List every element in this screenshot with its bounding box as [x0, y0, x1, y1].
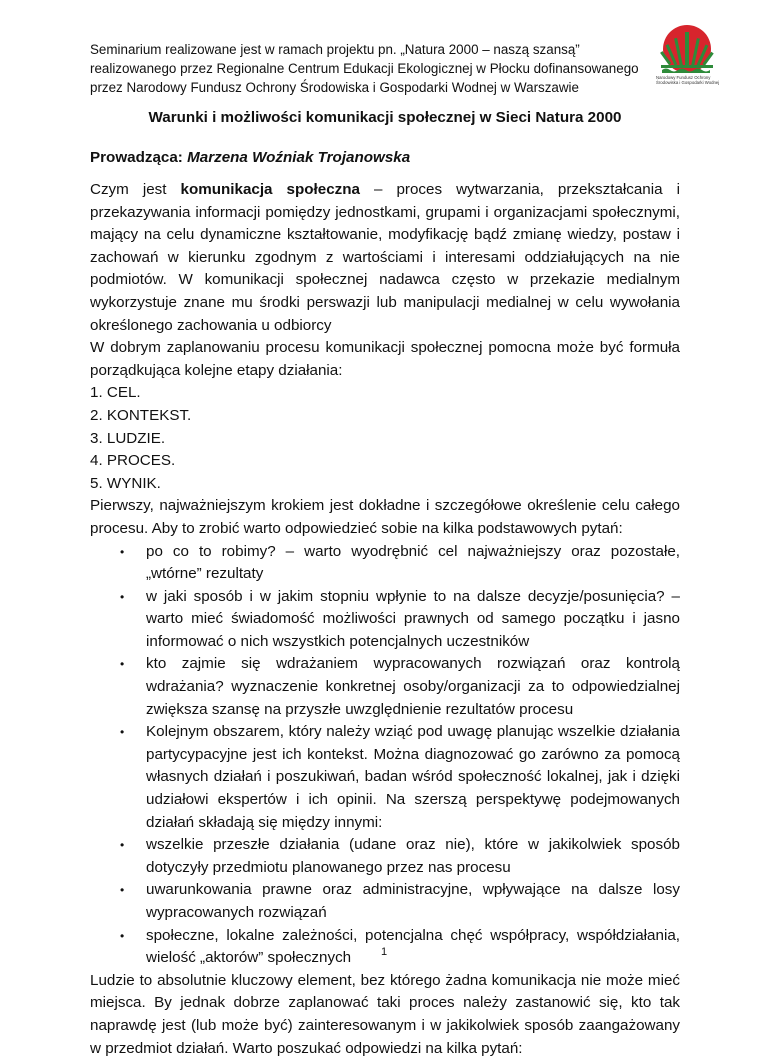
first-step-paragraph: Pierwszy, najważniejszym krokiem jest dokładne i szczegółowe określenie celu całego procesu. Aby to zrobić warto odpowiedzieć sobie na kilka podstawowych pytań: [90, 497, 680, 537]
document-body [90, 179, 680, 1060]
key-term: komunikacja społeczna [180, 181, 360, 198]
header-line: przez Narodowy Fundusz Ochrony Środowiska i Gospodarki Wodnej w Warszawie [90, 80, 579, 95]
step-item: 4. PROCES. [90, 452, 176, 470]
header-line: Seminarium realizowane jest w ramach projektu pn. „Natura 2000 – naszą szansą” [90, 42, 580, 57]
presenter-name: Marzena Woźniak Trojanowska [187, 149, 411, 166]
bullet-item: • wszelkie przeszłe działania (udane oraz nie), które w jakikolwiek sposób dotyczyły przedmiotu planowanego przez nas procesu [90, 834, 680, 879]
logo-emblem-icon [652, 24, 722, 74]
people-paragraph: Ludzie to absolutnie kluczowy element, bez którego żadna komunikacja nie może mieć miejsca. By jednak dobrze zaplanować taki proces należy zastanowić się, kto tak naprawdę jest (lub może być) zainteresowanym i w jakikolwiek sposób zaangażowany w przedmiot działań. Warto poszukać odpowiedzi na kilka pytań: [90, 971, 680, 1057]
presenter-label: Prowadząca: [90, 149, 183, 166]
document-title: Warunki i możliwości komunikacji społecznej w Sieci Natura 2000 [148, 109, 622, 126]
steps-list [90, 382, 680, 495]
project-header [90, 40, 639, 97]
nfosigw-logo [652, 24, 724, 85]
presenter-line [90, 148, 680, 168]
bullet-item: • w jaki sposób i w jakim stopniu wpłynie to na dalsze decyzje/posunięcia? – warto mieć świadomość możliwości prawnych od samego początku i jasno informować o nich wszystkich potencjalnych uczestników [90, 586, 680, 654]
step-item: 5. WYNIK. [90, 474, 161, 492]
bullet-item: • uwarunkowania prawne oraz administracyjne, wpływające na dalsze losy wypracowanych rozwiązań [90, 879, 680, 924]
bullet-item: • Kolejnym obszarem, który należy wziąć pod uwagę planując wszelkie działania partycypacyjne jest ich kontekst. Można diagnozować go zarówno za pomocą własnych działań i poszukiwań, badan wśród społeczność lokalnej, jak i dzięki udziałowi ekspertów i ich opinii. Na szerszą perspektywę podejmowanych działań składają się między innymi: [90, 721, 680, 834]
step-item: 2. KONTEKST. [90, 406, 192, 424]
intro-paragraph: Czym jest komunikacja społeczna – proces wytwarzania, przekształcania i przekazywania informacji pomiędzy jednostkami, grupami i organizacjami społecznymi, mający na celu dynamiczne kształtowanie, modyfikację bądź zmianę wiedzy, postaw i zachowań w kierunku zgodnym z wartościami i interesami oddziałujących na nie podmiotów. W komunikacji społecznej nadawca często w przekazie medialnym wykorzystuje znane mu środki perswazji lub manipulacji medialnej w celu wywołania określonego zachowania u odbiorcy [90, 181, 680, 334]
formula-intro-paragraph: W dobrym zaplanowaniu procesu komunikacji społecznej pomocna może być formuła porządkująca kolejne etapy działania: [90, 339, 680, 379]
step-item: 1. CEL. [90, 384, 141, 402]
page-number: 1 [380, 946, 388, 958]
logo-caption: Narodowy Fundusz Ochrony Środowiska i Gospodarki Wodnej [656, 75, 720, 85]
step-item: 3. LUDZIE. [90, 429, 166, 447]
bullet-item: • kto zajmie się wdrażaniem wypracowanych rozwiązań oraz kontrolą wdrażania? wyznaczenie konkretnej osoby/organizacji za to odpowiedzialnej zwiększa szansę na przyszłe uwzględnienie rezultatów procesu [90, 653, 680, 721]
bullet-item: • po co to robimy? – warto wyodrębnić cel najważniejszy oraz pozostałe, „wtórne” rezultaty [90, 541, 680, 586]
question-bullet-list [90, 541, 680, 970]
header-line: realizowanego przez Regionalne Centrum Edukacji Ekologicznej w Płocku dofinansowanego [90, 61, 639, 76]
bullet-item: • społeczne, lokalne zależności, potencjalna chęć współpracy, współdziałania, wielość „aktorów” społecznych [90, 925, 680, 970]
